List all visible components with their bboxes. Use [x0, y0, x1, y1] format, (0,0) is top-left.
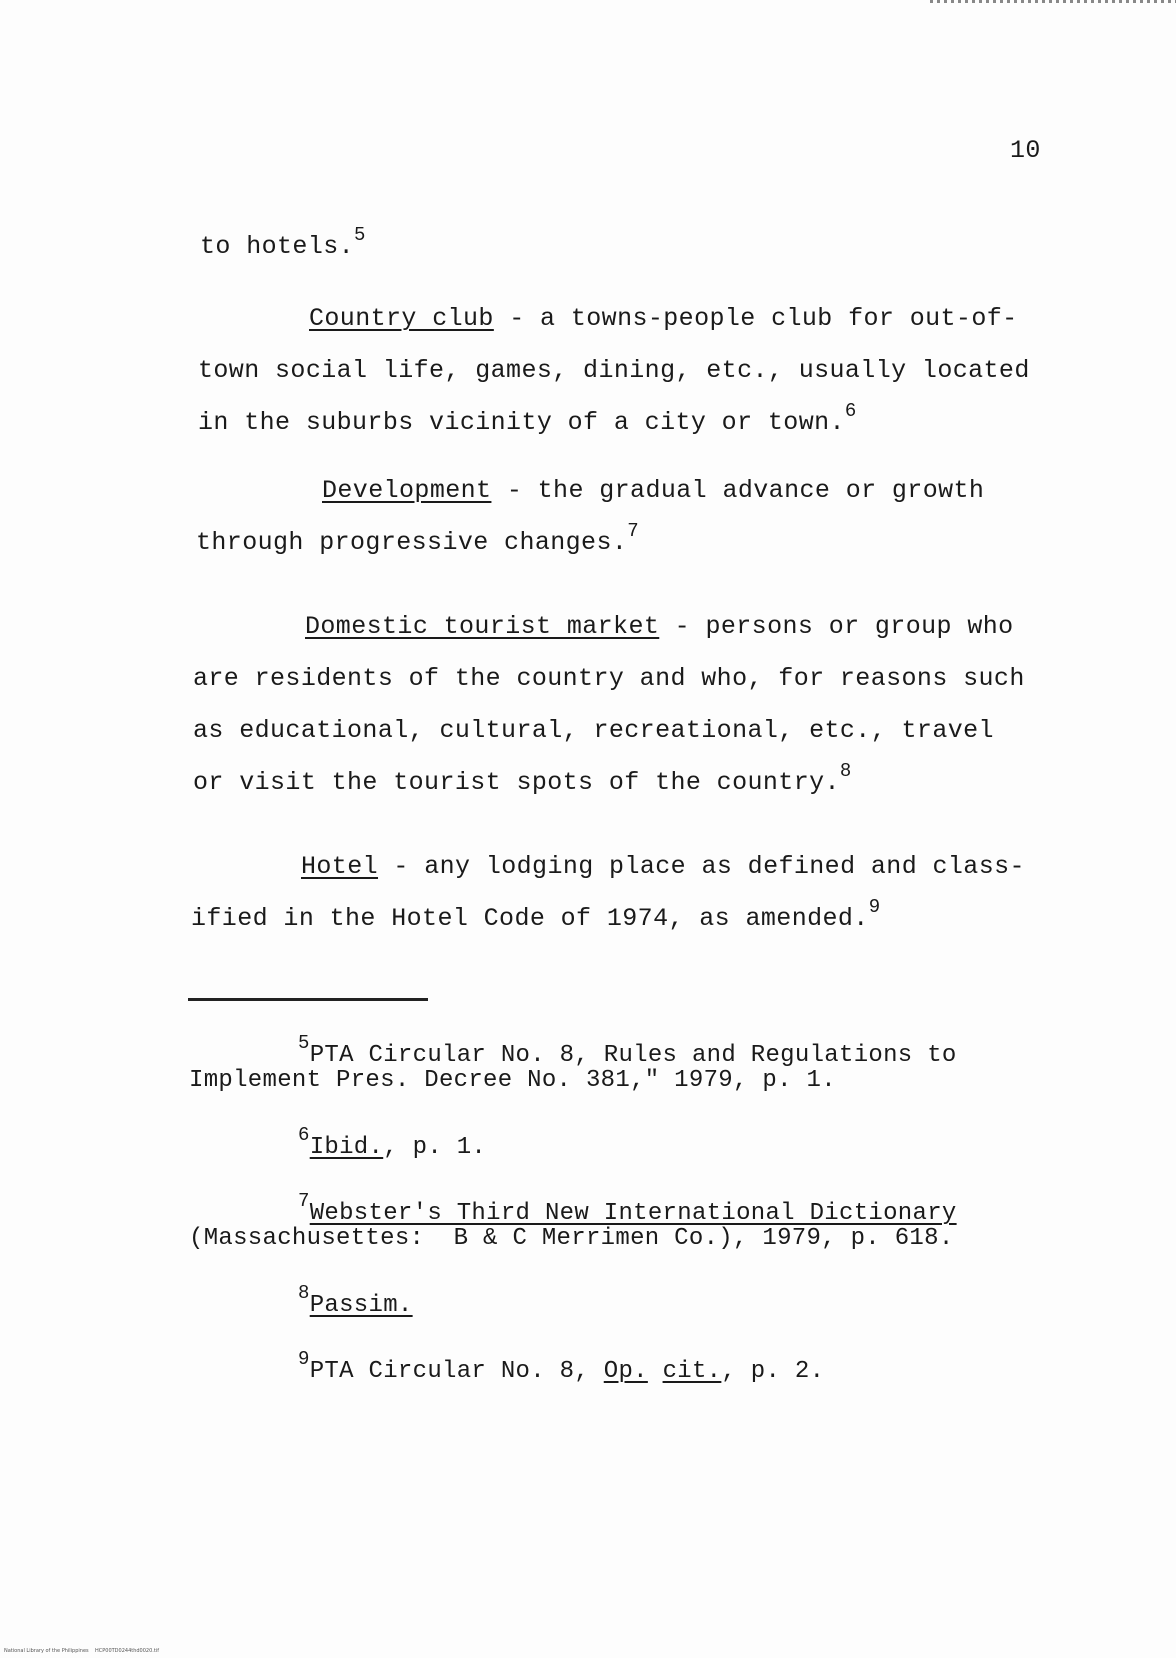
term-development: Development: [322, 476, 492, 505]
definition-hotel-line1: [301, 852, 1025, 881]
footnote-ref-9: 9: [868, 895, 881, 918]
text: - persons or group who: [659, 612, 1014, 641]
page-number: 10: [1010, 136, 1041, 165]
footnote-number-5: 5: [298, 1032, 310, 1054]
definition-development-line2: [196, 519, 640, 557]
definition-country-club-line3: [198, 399, 857, 437]
op-ref: Op.: [603, 1358, 648, 1385]
scan-footer: National Library of the Philippines HCP00TD0244thd0020.tif: [4, 1648, 159, 1654]
definition-domestic-market-line1: [305, 612, 1014, 641]
text: - any lodging place as defined and class-: [378, 852, 1025, 881]
text: - a towns-people club for out-of-: [493, 304, 1018, 333]
text: in the suburbs vicinity of a city or town.: [198, 408, 845, 437]
text: [648, 1358, 663, 1385]
definition-domestic-market-line3: as educational, cultural, recreational, etc., travel: [193, 716, 994, 745]
footnote-separator: [188, 998, 428, 1001]
text: ified in the Hotel Code of 1974, as amended.: [191, 904, 869, 933]
footnote-number-7: 7: [298, 1190, 310, 1212]
footnote-number-6: 6: [298, 1124, 310, 1146]
footnote-5-line1: [298, 1032, 957, 1069]
footnote-8: [298, 1282, 413, 1319]
footnote-9: [298, 1348, 825, 1385]
footnote-ref-6: 6: [844, 399, 857, 422]
footnote-5-line2: Implement Pres. Decree No. 381," 1979, p. 1.: [189, 1067, 836, 1094]
footnote-number-9: 9: [298, 1348, 310, 1370]
footnote-7-line1: [298, 1190, 957, 1227]
text: to hotels.: [200, 232, 355, 261]
text: PTA Circular No. 8,: [309, 1358, 604, 1385]
footnote-number-8: 8: [298, 1282, 310, 1304]
definition-development-line1: [322, 476, 984, 505]
scan-artifact: [930, 0, 1176, 3]
text: PTA Circular No. 8, Rules and Regulations to: [309, 1042, 957, 1069]
definition-country-club-line1: [309, 304, 1018, 333]
footnote-6: [298, 1124, 487, 1161]
paragraph-continuation: [200, 223, 366, 261]
text: - the gradual advance or growth: [491, 476, 985, 505]
term-domestic-tourist-market: Domestic tourist market: [305, 612, 660, 641]
footnote-7-line2: (Massachusettes: B & C Merrimen Co.), 1979, p. 618.: [189, 1225, 954, 1252]
definition-country-club-line2: town social life, games, dining, etc., usually located: [198, 356, 1030, 385]
footnote-ref-7: 7: [627, 519, 640, 542]
definition-hotel-line2: [191, 895, 881, 933]
dictionary-title: Webster's Third New International Dictionary: [309, 1200, 957, 1227]
text: through progressive changes.: [196, 528, 628, 557]
definition-domestic-market-line4: [193, 759, 852, 797]
ibid-ref: Ibid.: [309, 1134, 384, 1161]
term-country-club: Country club: [309, 304, 494, 333]
footnote-ref-5: 5: [354, 223, 366, 246]
footnote-ref-8: 8: [839, 759, 852, 782]
cit-ref: cit.: [662, 1358, 722, 1385]
text: , p. 1.: [383, 1134, 487, 1161]
text: or visit the tourist spots of the country.: [193, 768, 840, 797]
definition-domestic-market-line2: are residents of the country and who, for reasons such: [193, 664, 1025, 693]
text: , p. 2.: [721, 1358, 825, 1385]
passim-ref: Passim.: [309, 1292, 413, 1319]
term-hotel: Hotel: [301, 852, 379, 881]
